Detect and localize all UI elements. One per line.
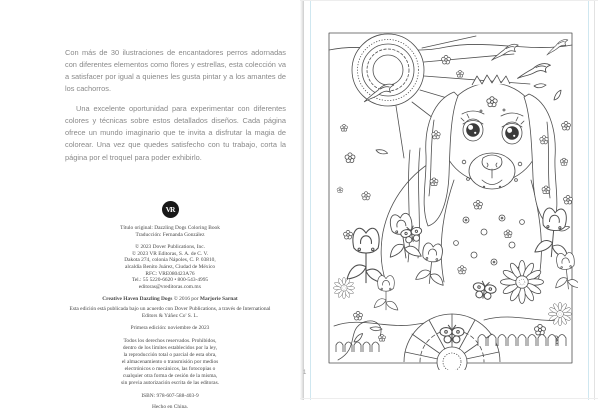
dog-coat-pattern xyxy=(454,200,525,273)
publisher-logo xyxy=(162,201,179,218)
daisy-flower xyxy=(548,302,572,326)
tulip xyxy=(552,252,578,291)
daisy-flower xyxy=(333,277,355,299)
rights-line: Todos los derechos reservados. Prohibidos, xyxy=(123,337,217,344)
dog-crown-fur xyxy=(472,75,510,85)
butterfly-icon xyxy=(472,280,498,301)
publisher-monogram: VR xyxy=(165,205,175,214)
dog-chest-outline xyxy=(441,180,541,282)
imprint-block xyxy=(69,201,271,411)
agreement-mid: © 2016 por xyxy=(172,296,200,303)
dog-illustration xyxy=(381,75,557,290)
garden-foreground xyxy=(333,207,578,370)
agreement-title-line xyxy=(55,296,285,303)
tulip xyxy=(415,242,447,285)
tulip xyxy=(374,276,398,311)
agreement-line: Editors & Yáñez Co' S. L. xyxy=(141,312,199,319)
intro-paragraph-2: Una excelente oportunidad para experimentar con diferentes colores y técnicas sobre estos detallados diseños. Cada página ofrece un mundo imaginario que te invita a disfrutar la magia de colorear. Una vez que quedes satisfecho con tu trabajo, corta la página por el troquel para poder exhibirlo. xyxy=(65,104,286,162)
dog-nose xyxy=(482,155,502,170)
page-edge-bottom xyxy=(300,398,598,399)
edition-line: Primera edición: noviembre de 2023 xyxy=(130,325,210,332)
rights-line: la reproducción total o parcial de esta obra, xyxy=(123,351,217,358)
copyright-line: © 2023 VR Editoras, S. A. de C. V. xyxy=(131,250,209,257)
isbn-line: ISBN: 978-607-588-403-9 xyxy=(141,392,199,399)
phone-line: Tel.: 55 5220-6620 • 800-543-4995 xyxy=(131,277,209,284)
coloring-illustration xyxy=(326,30,578,370)
address-line: Dakota 274, colonia Nápoles, C. P. 03810, xyxy=(124,257,216,264)
intro-paragraph-1: Con más de 30 ilustraciones de encantadores perros adornadas con diferentes elementos como flores y estrellas, esta colección va a satisfacer por igual a quienes les gusta pintar y a los amantes de los cachorros. xyxy=(65,48,286,94)
rights-line: dentro de los límites establecidos por la ley, xyxy=(122,344,218,351)
rights-line: electrónicos o mecánicos, las fotocopias o xyxy=(124,365,216,372)
daisy-flower xyxy=(501,261,544,304)
swallow-icon xyxy=(518,60,551,83)
rights-line: sin previa autorización escrita de las editoras. xyxy=(120,379,220,386)
translator-line: Traducción: Fernanda González xyxy=(135,231,205,238)
agreement-line: Esta edición está publicada bajo un acuerdo con Dover Publications, a través de International xyxy=(69,305,271,312)
author-name: Marjorie Sarnat xyxy=(199,296,238,303)
tulip xyxy=(347,228,385,283)
email-line: editoras@vreditoras.com.mx xyxy=(138,283,202,290)
work-title: Creative Haven Dazzling Dogs xyxy=(102,296,173,303)
intro-text-block xyxy=(65,47,286,172)
page-edge-top xyxy=(300,0,598,1)
page-number: 1 xyxy=(303,370,307,376)
coloring-page xyxy=(326,30,578,370)
rfc-line: RFC: VRE080423A76 xyxy=(145,270,195,277)
address-line: alcaldía Benito Juárez, Ciudad de México xyxy=(124,263,216,270)
copyright-line: © 2023 Dover Publications, Inc. xyxy=(135,244,205,251)
curtain-lines xyxy=(408,148,420,262)
original-title-line: Título original: Dazzling Dogs Coloring Book xyxy=(120,225,220,231)
rights-line: el almacenamiento o transmisión por medios xyxy=(121,358,219,365)
rights-line: cualquier otra forma de cesión de la misma, xyxy=(122,372,218,379)
swallow-icon xyxy=(492,44,519,60)
page-fold-line xyxy=(303,0,307,400)
page-edge-right xyxy=(594,0,595,400)
trim-guide-left xyxy=(310,0,311,400)
trim-guide-right xyxy=(588,0,589,400)
printed-in-line: Hecho en China. xyxy=(151,403,189,410)
